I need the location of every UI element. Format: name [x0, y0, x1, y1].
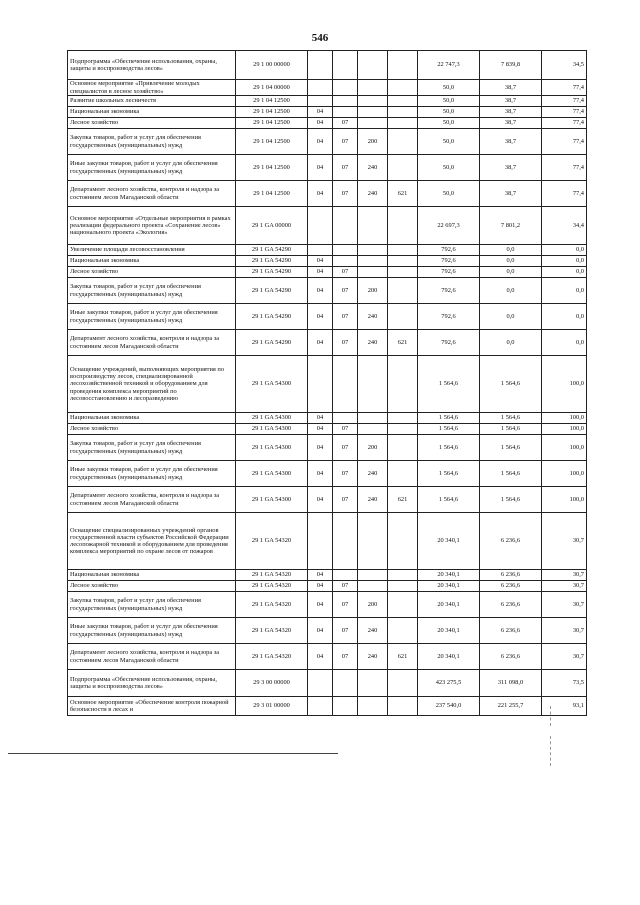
cell-pct: 77,4 — [542, 181, 587, 207]
cell-sec — [308, 513, 333, 570]
table-row — [68, 107, 587, 118]
cell-plan: 792,6 — [418, 267, 480, 278]
cell-plan: 50,0 — [418, 107, 480, 118]
cell-fact: 0,0 — [480, 256, 542, 267]
cell-sub — [333, 356, 358, 413]
cell-code: 29 1 GA 54290 — [236, 256, 308, 267]
cell-sec: 04 — [308, 592, 333, 618]
cell-vr: 200 — [358, 592, 388, 618]
footnote-divider — [8, 753, 338, 754]
cell-plan: 1 564,6 — [418, 356, 480, 413]
cell-gv — [388, 461, 418, 487]
cell-plan: 20 340,1 — [418, 592, 480, 618]
cell-sub — [333, 513, 358, 570]
cell-name: Иные закупки товаров, работ и услуг для обеспечения государственных (муниципальных) нужд — [68, 155, 236, 181]
cell-plan: 50,0 — [418, 96, 480, 107]
cell-gv — [388, 278, 418, 304]
cell-gv: 621 — [388, 644, 418, 670]
cell-sec — [308, 96, 333, 107]
scan-mark — [550, 736, 551, 766]
cell-code: 29 1 04 12500 — [236, 96, 308, 107]
cell-pct: 100,0 — [542, 356, 587, 413]
cell-code: 29 1 GA 54290 — [236, 330, 308, 356]
cell-vr — [358, 356, 388, 413]
cell-sec — [308, 207, 333, 245]
cell-name: Подпрограмма «Обеспечение использования, охраны, защиты и воспроизводства лесов» — [68, 670, 236, 697]
table-row — [68, 245, 587, 256]
cell-fact: 6 236,6 — [480, 618, 542, 644]
cell-sec: 04 — [308, 118, 333, 129]
cell-plan: 1 564,6 — [418, 487, 480, 513]
cell-sec: 04 — [308, 256, 333, 267]
cell-plan: 20 340,1 — [418, 581, 480, 592]
cell-pct: 0,0 — [542, 304, 587, 330]
cell-sub — [333, 570, 358, 581]
cell-vr — [358, 670, 388, 697]
cell-pct: 100,0 — [542, 487, 587, 513]
cell-code: 29 1 GA 54300 — [236, 461, 308, 487]
cell-vr — [358, 424, 388, 435]
cell-sub: 07 — [333, 581, 358, 592]
cell-vr — [358, 513, 388, 570]
cell-fact: 6 236,6 — [480, 581, 542, 592]
cell-fact: 38,7 — [480, 181, 542, 207]
cell-code: 29 1 GA 54300 — [236, 356, 308, 413]
cell-pct: 0,0 — [542, 330, 587, 356]
cell-sub — [333, 96, 358, 107]
cell-fact: 6 236,6 — [480, 592, 542, 618]
cell-name: Оснащение учреждений, выполняющих мероприятия по воспроизводству лесов, специализированной лесохозяйственной техникой и оборудованием для проведения комплекса мероприятий по лесовосстановлению и лесоразведению — [68, 356, 236, 413]
cell-name: Департамент лесного хозяйства, контроля и надзора за состоянием лесов Магаданской области — [68, 181, 236, 207]
table-row — [68, 304, 587, 330]
table-row — [68, 487, 587, 513]
cell-fact: 1 564,6 — [480, 356, 542, 413]
cell-gv — [388, 356, 418, 413]
table-row — [68, 413, 587, 424]
page-number: 546 — [311, 32, 329, 44]
table-row — [68, 51, 587, 80]
cell-sec: 04 — [308, 330, 333, 356]
cell-code: 29 1 04 12500 — [236, 155, 308, 181]
cell-sub: 07 — [333, 181, 358, 207]
cell-pct: 77,4 — [542, 96, 587, 107]
table-row — [68, 461, 587, 487]
table-row — [68, 356, 587, 413]
cell-pct: 100,0 — [542, 424, 587, 435]
cell-gv — [388, 304, 418, 330]
cell-vr — [358, 80, 388, 96]
cell-sec: 04 — [308, 487, 333, 513]
cell-sec: 04 — [308, 267, 333, 278]
cell-sec: 04 — [308, 581, 333, 592]
cell-sub — [333, 413, 358, 424]
cell-fact: 7 839,8 — [480, 51, 542, 80]
cell-gv — [388, 413, 418, 424]
cell-vr — [358, 581, 388, 592]
cell-sec — [308, 670, 333, 697]
cell-name: Иные закупки товаров, работ и услуг для обеспечения государственных (муниципальных) нужд — [68, 461, 236, 487]
cell-vr — [358, 245, 388, 256]
cell-fact: 7 801,2 — [480, 207, 542, 245]
cell-gv — [388, 256, 418, 267]
cell-gv — [388, 435, 418, 461]
cell-sub: 07 — [333, 644, 358, 670]
cell-gv: 621 — [388, 487, 418, 513]
cell-name: Закупка товаров, работ и услуг для обеспечения государственных (муниципальных) нужд — [68, 435, 236, 461]
cell-sub — [333, 107, 358, 118]
cell-sub: 07 — [333, 118, 358, 129]
cell-pct: 0,0 — [542, 245, 587, 256]
cell-pct: 30,7 — [542, 644, 587, 670]
cell-pct: 34,5 — [542, 51, 587, 80]
cell-sec: 04 — [308, 304, 333, 330]
cell-pct: 0,0 — [542, 278, 587, 304]
cell-name: Иные закупки товаров, работ и услуг для обеспечения государственных (муниципальных) нужд — [68, 304, 236, 330]
cell-code: 29 3 01 00000 — [236, 697, 308, 716]
cell-vr: 240 — [358, 644, 388, 670]
cell-plan: 20 340,1 — [418, 644, 480, 670]
cell-sec: 04 — [308, 107, 333, 118]
cell-code: 29 1 GA 54320 — [236, 513, 308, 570]
table-row — [68, 513, 587, 570]
table-row — [68, 207, 587, 245]
cell-pct: 100,0 — [542, 413, 587, 424]
cell-plan: 50,0 — [418, 181, 480, 207]
cell-plan: 50,0 — [418, 118, 480, 129]
cell-sub: 07 — [333, 155, 358, 181]
cell-sec: 04 — [308, 278, 333, 304]
cell-fact: 38,7 — [480, 80, 542, 96]
cell-sec: 04 — [308, 570, 333, 581]
cell-name: Лесное хозяйство — [68, 424, 236, 435]
cell-gv — [388, 570, 418, 581]
cell-plan: 50,0 — [418, 129, 480, 155]
cell-vr: 240 — [358, 487, 388, 513]
cell-name: Лесное хозяйство — [68, 581, 236, 592]
cell-fact: 6 236,6 — [480, 570, 542, 581]
cell-name: Увеличение площади лесовосстановления — [68, 245, 236, 256]
cell-pct: 30,7 — [542, 592, 587, 618]
cell-plan: 20 340,1 — [418, 513, 480, 570]
cell-code: 29 1 GA 54290 — [236, 278, 308, 304]
cell-vr — [358, 51, 388, 80]
table-row — [68, 155, 587, 181]
table-row — [68, 424, 587, 435]
cell-sub — [333, 670, 358, 697]
cell-sec: 04 — [308, 435, 333, 461]
cell-sub: 07 — [333, 461, 358, 487]
cell-sub: 07 — [333, 267, 358, 278]
cell-plan: 50,0 — [418, 155, 480, 181]
cell-gv — [388, 96, 418, 107]
cell-fact: 1 564,6 — [480, 424, 542, 435]
cell-vr — [358, 207, 388, 245]
cell-code: 29 1 GA 54290 — [236, 267, 308, 278]
cell-gv — [388, 581, 418, 592]
cell-name: Национальная экономика — [68, 256, 236, 267]
cell-fact: 0,0 — [480, 304, 542, 330]
cell-name: Основное мероприятие «Обеспечение контроля пожарной безопасности в лесах и — [68, 697, 236, 716]
cell-plan: 792,6 — [418, 330, 480, 356]
cell-gv — [388, 618, 418, 644]
cell-sub: 07 — [333, 592, 358, 618]
cell-vr: 240 — [358, 330, 388, 356]
cell-code: 29 1 04 12500 — [236, 107, 308, 118]
cell-vr: 240 — [358, 618, 388, 644]
table-row — [68, 435, 587, 461]
cell-vr: 240 — [358, 461, 388, 487]
cell-pct: 0,0 — [542, 267, 587, 278]
table-row — [68, 592, 587, 618]
cell-fact: 38,7 — [480, 129, 542, 155]
cell-fact: 38,7 — [480, 107, 542, 118]
table-row — [68, 618, 587, 644]
cell-pct: 77,4 — [542, 107, 587, 118]
cell-sub: 07 — [333, 424, 358, 435]
cell-plan: 50,0 — [418, 80, 480, 96]
cell-gv — [388, 267, 418, 278]
cell-fact: 38,7 — [480, 96, 542, 107]
cell-vr: 200 — [358, 278, 388, 304]
cell-name: Национальная экономика — [68, 107, 236, 118]
cell-plan: 237 540,0 — [418, 697, 480, 716]
cell-vr — [358, 118, 388, 129]
cell-code: 29 1 GA 00000 — [236, 207, 308, 245]
cell-code: 29 1 GA 54320 — [236, 618, 308, 644]
cell-plan: 792,6 — [418, 278, 480, 304]
cell-name: Департамент лесного хозяйства, контроля и надзора за состоянием лесов Магаданской области — [68, 644, 236, 670]
cell-code: 29 1 GA 54300 — [236, 424, 308, 435]
cell-pct: 100,0 — [542, 435, 587, 461]
cell-vr — [358, 256, 388, 267]
cell-fact: 221 255,7 — [480, 697, 542, 716]
cell-sec: 04 — [308, 129, 333, 155]
cell-vr — [358, 697, 388, 716]
table-row — [68, 129, 587, 155]
cell-fact: 1 564,6 — [480, 487, 542, 513]
cell-sub: 07 — [333, 618, 358, 644]
budget-table-body — [68, 51, 587, 716]
cell-gv — [388, 592, 418, 618]
cell-sec: 04 — [308, 644, 333, 670]
cell-sub: 07 — [333, 304, 358, 330]
cell-sec — [308, 245, 333, 256]
cell-name: Развитие школьных лесничеств — [68, 96, 236, 107]
cell-pct: 30,7 — [542, 513, 587, 570]
cell-plan: 792,6 — [418, 256, 480, 267]
cell-gv: 621 — [388, 181, 418, 207]
cell-sec: 04 — [308, 461, 333, 487]
cell-plan: 22 747,3 — [418, 51, 480, 80]
cell-gv — [388, 80, 418, 96]
cell-pct: 30,7 — [542, 570, 587, 581]
cell-plan: 1 564,6 — [418, 424, 480, 435]
cell-code: 29 1 GA 54300 — [236, 413, 308, 424]
cell-gv — [388, 424, 418, 435]
cell-plan: 1 564,6 — [418, 435, 480, 461]
cell-gv — [388, 129, 418, 155]
cell-gv: 621 — [388, 330, 418, 356]
cell-pct: 77,4 — [542, 80, 587, 96]
cell-vr: 240 — [358, 304, 388, 330]
cell-fact: 0,0 — [480, 278, 542, 304]
cell-plan: 423 275,5 — [418, 670, 480, 697]
cell-sec — [308, 697, 333, 716]
cell-name: Основное мероприятие «Отдельные мероприятия в рамках реализации федерального проекта «Сохранение лесов» национального проекта «Экология» — [68, 207, 236, 245]
cell-name: Подпрограмма «Обеспечение использования, охраны, защиты и воспроизводства лесов» — [68, 51, 236, 80]
cell-gv — [388, 513, 418, 570]
cell-code: 29 1 GA 54300 — [236, 435, 308, 461]
cell-fact: 38,7 — [480, 118, 542, 129]
table-row — [68, 644, 587, 670]
cell-code: 29 1 GA 54320 — [236, 644, 308, 670]
cell-name: Департамент лесного хозяйства, контроля и надзора за состоянием лесов Магаданской области — [68, 330, 236, 356]
cell-fact: 38,7 — [480, 155, 542, 181]
cell-name: Закупка товаров, работ и услуг для обеспечения государственных (муниципальных) нужд — [68, 592, 236, 618]
cell-pct: 77,4 — [542, 155, 587, 181]
table-row — [68, 581, 587, 592]
cell-plan: 1 564,6 — [418, 461, 480, 487]
cell-sub: 07 — [333, 278, 358, 304]
cell-code: 29 1 GA 54290 — [236, 245, 308, 256]
cell-sec: 04 — [308, 618, 333, 644]
table-row — [68, 181, 587, 207]
cell-code: 29 1 GA 54320 — [236, 592, 308, 618]
cell-sub: 07 — [333, 487, 358, 513]
cell-pct: 30,7 — [542, 581, 587, 592]
cell-fact: 0,0 — [480, 245, 542, 256]
cell-sec: 04 — [308, 413, 333, 424]
cell-sec — [308, 80, 333, 96]
cell-fact: 311 098,0 — [480, 670, 542, 697]
cell-plan: 792,6 — [418, 245, 480, 256]
table-row — [68, 670, 587, 697]
cell-gv — [388, 207, 418, 245]
cell-fact: 6 236,6 — [480, 513, 542, 570]
cell-vr: 200 — [358, 435, 388, 461]
cell-pct: 100,0 — [542, 461, 587, 487]
cell-gv — [388, 118, 418, 129]
cell-vr — [358, 267, 388, 278]
cell-vr — [358, 107, 388, 118]
cell-name: Основное мероприятие «Привлечение молодых специалистов в лесное хозяйство» — [68, 80, 236, 96]
cell-gv — [388, 155, 418, 181]
table-row — [68, 697, 587, 716]
cell-sub — [333, 51, 358, 80]
cell-code: 29 1 04 00000 — [236, 80, 308, 96]
cell-plan: 20 340,1 — [418, 570, 480, 581]
cell-code: 29 1 GA 54300 — [236, 487, 308, 513]
cell-pct: 0,0 — [542, 256, 587, 267]
table-row — [68, 118, 587, 129]
cell-name: Национальная экономика — [68, 413, 236, 424]
cell-fact: 6 236,6 — [480, 644, 542, 670]
cell-sub — [333, 80, 358, 96]
cell-vr: 240 — [358, 155, 388, 181]
cell-name: Департамент лесного хозяйства, контроля и надзора за состоянием лесов Магаданской области — [68, 487, 236, 513]
cell-name: Лесное хозяйство — [68, 267, 236, 278]
cell-gv — [388, 51, 418, 80]
cell-gv — [388, 697, 418, 716]
cell-vr: 200 — [358, 129, 388, 155]
cell-code: 29 1 GA 54290 — [236, 304, 308, 330]
cell-pct: 73,5 — [542, 670, 587, 697]
budget-table — [67, 50, 587, 716]
cell-pct: 77,4 — [542, 118, 587, 129]
table-row — [68, 96, 587, 107]
cell-sec: 04 — [308, 181, 333, 207]
cell-name: Лесное хозяйство — [68, 118, 236, 129]
cell-gv — [388, 107, 418, 118]
cell-plan: 792,6 — [418, 304, 480, 330]
cell-sub — [333, 245, 358, 256]
table-row — [68, 330, 587, 356]
cell-name: Национальная экономика — [68, 570, 236, 581]
cell-sub: 07 — [333, 435, 358, 461]
cell-pct: 34,4 — [542, 207, 587, 245]
table-row — [68, 570, 587, 581]
cell-code: 29 1 04 12500 — [236, 118, 308, 129]
cell-vr: 240 — [358, 181, 388, 207]
cell-sec: 04 — [308, 155, 333, 181]
cell-code: 29 1 00 00000 — [236, 51, 308, 80]
cell-vr — [358, 570, 388, 581]
cell-sec — [308, 356, 333, 413]
cell-fact: 1 564,6 — [480, 435, 542, 461]
cell-sec — [308, 51, 333, 80]
cell-pct: 93,1 — [542, 697, 587, 716]
table-row — [68, 80, 587, 96]
cell-sub — [333, 207, 358, 245]
cell-fact: 1 564,6 — [480, 461, 542, 487]
cell-fact: 1 564,6 — [480, 413, 542, 424]
table-row — [68, 278, 587, 304]
cell-code: 29 1 04 12500 — [236, 181, 308, 207]
cell-code: 29 1 GA 54320 — [236, 581, 308, 592]
cell-plan: 20 340,1 — [418, 618, 480, 644]
cell-code: 29 1 GA 54320 — [236, 570, 308, 581]
cell-gv — [388, 670, 418, 697]
table-row — [68, 256, 587, 267]
cell-vr — [358, 96, 388, 107]
cell-sub: 07 — [333, 330, 358, 356]
cell-plan: 22 697,3 — [418, 207, 480, 245]
cell-sub — [333, 697, 358, 716]
cell-name: Оснащение специализированных учреждений органов государственной власти субъектов Российской Федерации лесопожарной техникой и оборудованием для проведения комплекса мероприятий по охране лесов от пожаров — [68, 513, 236, 570]
cell-plan: 1 564,6 — [418, 413, 480, 424]
cell-name: Закупка товаров, работ и услуг для обеспечения государственных (муниципальных) нужд — [68, 278, 236, 304]
cell-vr — [358, 413, 388, 424]
cell-gv — [388, 245, 418, 256]
cell-sub — [333, 256, 358, 267]
cell-name: Закупка товаров, работ и услуг для обеспечения государственных (муниципальных) нужд — [68, 129, 236, 155]
table-row — [68, 267, 587, 278]
cell-pct: 77,4 — [542, 129, 587, 155]
cell-fact: 0,0 — [480, 330, 542, 356]
cell-code: 29 1 04 12500 — [236, 129, 308, 155]
scan-mark — [550, 706, 551, 726]
cell-code: 29 3 00 00000 — [236, 670, 308, 697]
cell-sec: 04 — [308, 424, 333, 435]
cell-fact: 0,0 — [480, 267, 542, 278]
cell-pct: 30,7 — [542, 618, 587, 644]
cell-name: Иные закупки товаров, работ и услуг для обеспечения государственных (муниципальных) нужд — [68, 618, 236, 644]
cell-sub: 07 — [333, 129, 358, 155]
